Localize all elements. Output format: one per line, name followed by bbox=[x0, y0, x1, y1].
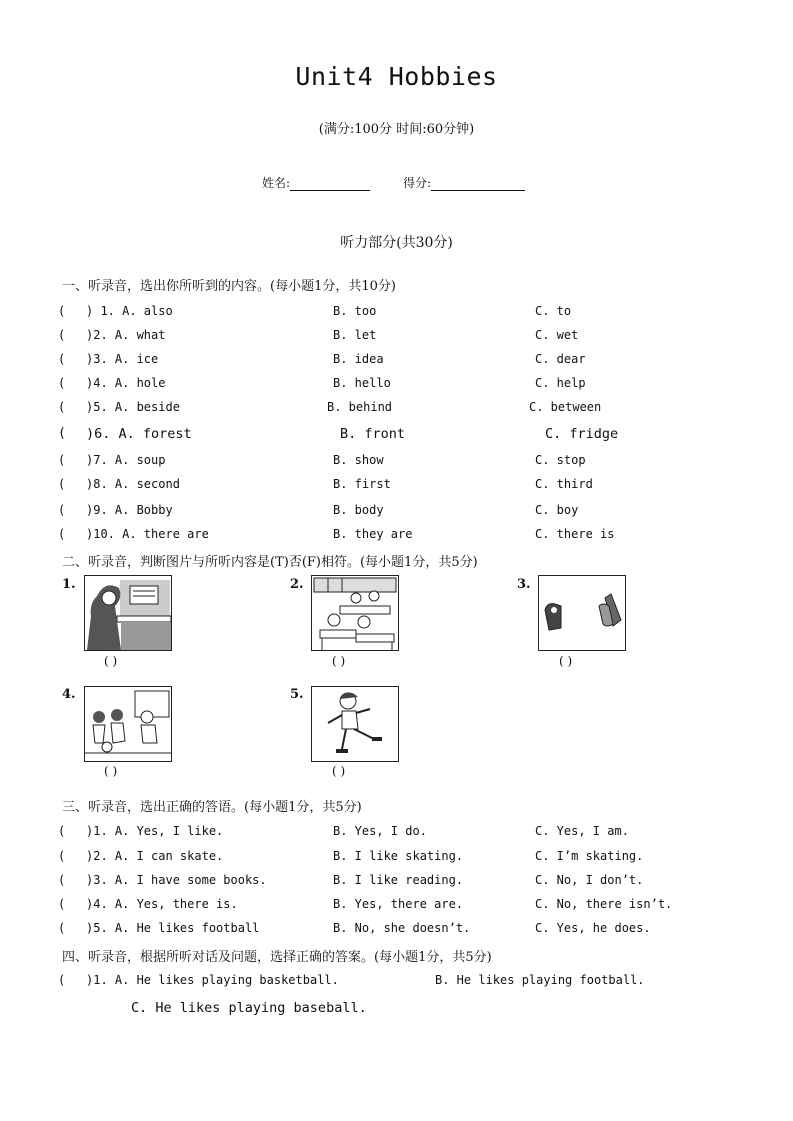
answer-bracket[interactable]: ( bbox=[58, 849, 66, 863]
question-option-a: )3. A. ice bbox=[86, 352, 159, 366]
answer-bracket[interactable]: ( bbox=[58, 376, 66, 390]
picture-number: 1. bbox=[62, 577, 76, 592]
score-label: 得分: bbox=[403, 176, 432, 190]
answer-bracket[interactable]: ( bbox=[58, 400, 66, 414]
answer-bracket[interactable]: ( bbox=[58, 477, 66, 491]
picture-piano bbox=[84, 575, 172, 651]
question-option-a: ) 1. A. also bbox=[86, 304, 173, 318]
answer-bracket[interactable]: ( bbox=[58, 426, 66, 441]
question-option-a: )5. A. beside bbox=[86, 400, 180, 414]
question-option-a: )8. A. second bbox=[86, 477, 180, 491]
score-field[interactable] bbox=[403, 174, 525, 191]
question-option-b: B. idea bbox=[333, 352, 384, 366]
question-option-a: )9. A. Bobby bbox=[86, 503, 173, 517]
picture-number: 3. bbox=[517, 577, 531, 592]
question-option-b: B. He likes playing football. bbox=[435, 973, 645, 987]
picture-skating bbox=[311, 686, 399, 762]
question-option-a: )5. A. He likes football bbox=[86, 921, 260, 935]
page-subtitle: (满分:100分 时间:60分钟) bbox=[318, 122, 475, 137]
question-option-c: C. No, there isn’t. bbox=[535, 897, 673, 911]
section-4-heading: 四、听录音，根据所听对话及问题，选择正确的答案。(每小题1分，共5分) bbox=[62, 950, 492, 965]
question-option-b: B. let bbox=[333, 328, 377, 342]
question-option-c: C. third bbox=[535, 477, 593, 491]
question-option-b: B. front bbox=[340, 426, 406, 442]
picture-number: 4. bbox=[62, 687, 76, 702]
question-option-b: B. Yes, I do. bbox=[333, 824, 427, 838]
question-option-a: )10. A. there are bbox=[86, 527, 209, 541]
question-option-a: )6. A. forest bbox=[86, 426, 192, 442]
question-option-c: C. Yes, I am. bbox=[535, 824, 629, 838]
answer-bracket[interactable]: ( bbox=[58, 973, 66, 987]
question-option-a: )2. A. I can skate. bbox=[86, 849, 224, 863]
question-option-c: C. No, I don’t. bbox=[535, 873, 644, 887]
question-option-b: B. Yes, there are. bbox=[333, 897, 464, 911]
question-option-a: )2. A. what bbox=[86, 328, 166, 342]
picture-football bbox=[84, 686, 172, 762]
picture-number: 5. bbox=[290, 687, 304, 702]
section-1-heading: 一、听录音，选出你所听到的内容。(每小题1分，共10分) bbox=[62, 279, 396, 294]
answer-bracket[interactable]: ( bbox=[58, 453, 66, 467]
question-option-a: )3. A. I have some books. bbox=[86, 873, 267, 887]
question-option-c: C. there is bbox=[535, 527, 615, 541]
name-blank[interactable] bbox=[290, 178, 370, 191]
answer-bracket[interactable]: ( bbox=[58, 527, 66, 541]
question-option-a: )4. A. Yes, there is. bbox=[86, 897, 238, 911]
question-option-a: )1. A. Yes, I like. bbox=[86, 824, 224, 838]
question-option-c: C. boy bbox=[535, 503, 579, 517]
section-2-heading: 二、听录音，判断图片与所听内容是(T)否(F)相符。(每小题1分，共5分) bbox=[62, 555, 478, 570]
question-option-c: C. wet bbox=[535, 328, 579, 342]
question-option-b: B. I like skating. bbox=[333, 849, 464, 863]
question-option-b: B. hello bbox=[333, 376, 391, 390]
question-option-b: B. first bbox=[333, 477, 391, 491]
name-field[interactable] bbox=[262, 174, 370, 191]
score-blank[interactable] bbox=[431, 178, 525, 191]
answer-bracket[interactable]: ( bbox=[58, 897, 66, 911]
answer-bracket[interactable]: ( bbox=[58, 304, 66, 318]
picture-number: 2. bbox=[290, 577, 304, 592]
listening-part-title: 听力部分(共30分) bbox=[340, 235, 453, 251]
question-option-c: C. between bbox=[529, 400, 602, 414]
question-option-b: B. they are bbox=[333, 527, 413, 541]
question-option-c: C. I’m skating. bbox=[535, 849, 644, 863]
question-option-c: C. stop bbox=[535, 453, 586, 467]
question-option-c: C. fridge bbox=[545, 426, 619, 442]
answer-bracket[interactable]: ( ) bbox=[104, 654, 118, 668]
question-option-b: B. No, she doesn’t. bbox=[333, 921, 471, 935]
question-option-b: B. too bbox=[333, 304, 377, 318]
answer-bracket[interactable]: ( bbox=[58, 352, 66, 366]
answer-bracket[interactable]: ( ) bbox=[559, 654, 573, 668]
picture-objects bbox=[538, 575, 626, 651]
picture-classroom bbox=[311, 575, 399, 651]
question-option-c: C. help bbox=[535, 376, 586, 390]
answer-bracket[interactable]: ( ) bbox=[332, 654, 346, 668]
answer-bracket[interactable]: ( bbox=[58, 503, 66, 517]
question-option-b: B. behind bbox=[327, 400, 393, 414]
answer-bracket[interactable]: ( ) bbox=[104, 764, 118, 778]
section-3-heading: 三、听录音，选出正确的答语。(每小题1分，共5分) bbox=[62, 800, 362, 815]
question-option-c: C. to bbox=[535, 304, 572, 318]
answer-bracket[interactable]: ( bbox=[58, 873, 66, 887]
answer-bracket[interactable]: ( bbox=[58, 824, 66, 838]
answer-bracket[interactable]: ( ) bbox=[332, 764, 346, 778]
answer-bracket[interactable]: ( bbox=[58, 328, 66, 342]
question-option-a: )4. A. hole bbox=[86, 376, 166, 390]
page-title: Unit4 Hobbies bbox=[295, 62, 498, 91]
question-option-a: )1. A. He likes playing basketball. bbox=[86, 973, 339, 987]
question-option-a: )7. A. soup bbox=[86, 453, 166, 467]
question-option-b: B. I like reading. bbox=[333, 873, 464, 887]
question-option-b: B. show bbox=[333, 453, 384, 467]
question-option-c: C. He likes playing baseball. bbox=[131, 1000, 367, 1016]
question-option-c: C. dear bbox=[535, 352, 586, 366]
question-option-c: C. Yes, he does. bbox=[535, 921, 651, 935]
question-option-b: B. body bbox=[333, 503, 384, 517]
answer-bracket[interactable]: ( bbox=[58, 921, 66, 935]
name-label: 姓名: bbox=[262, 176, 291, 190]
